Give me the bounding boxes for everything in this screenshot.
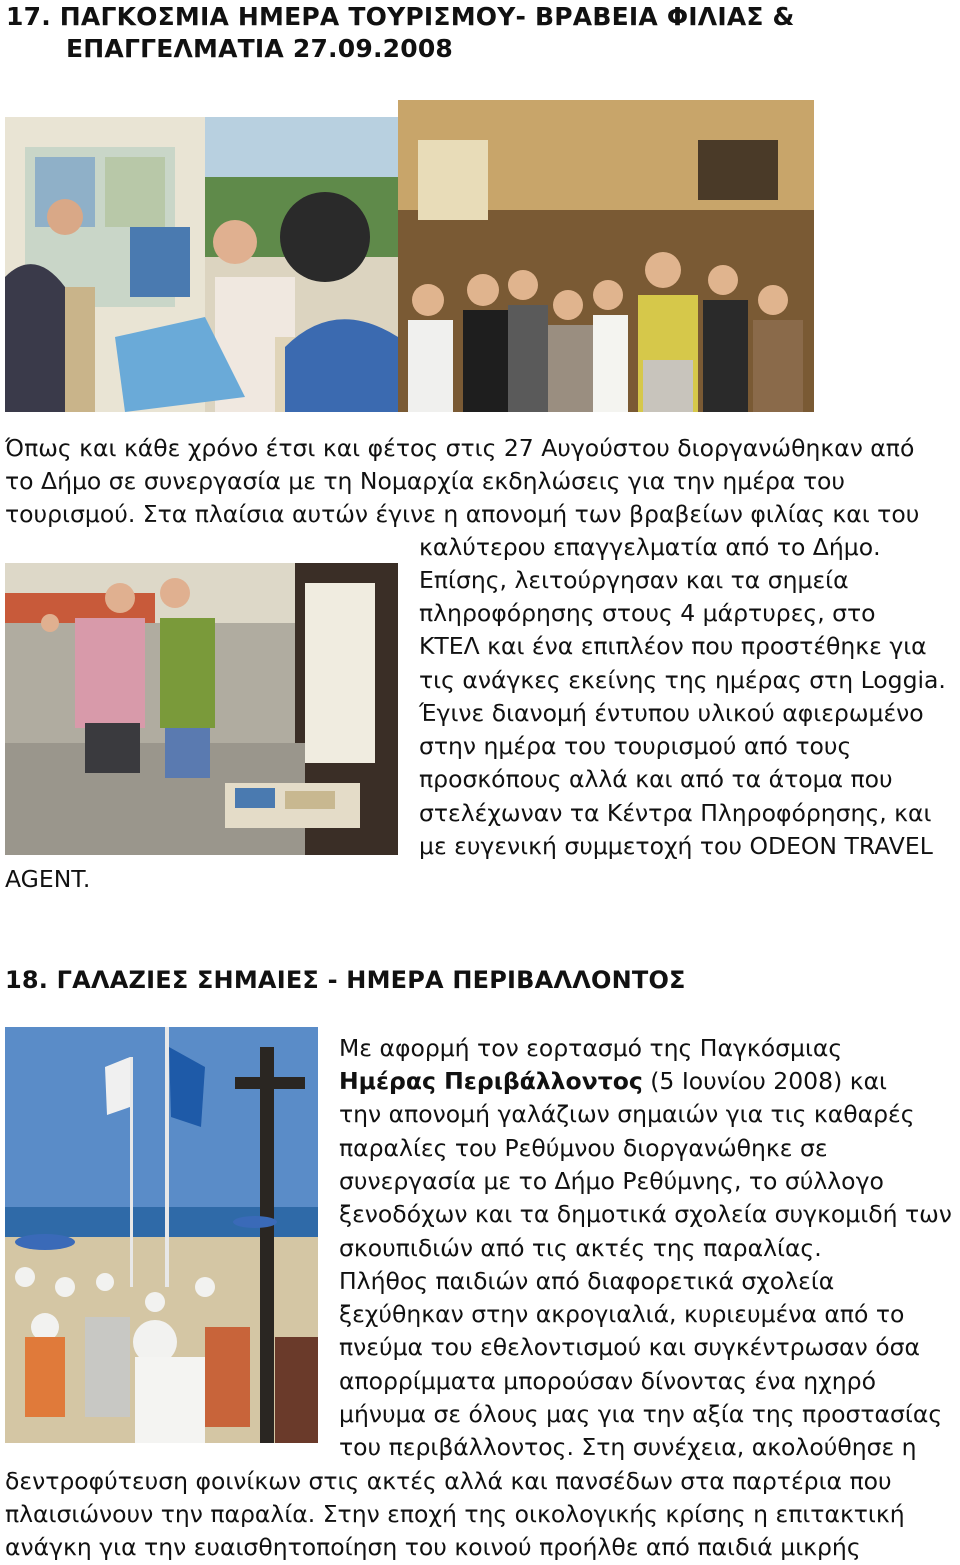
section-17-line-7: ΚΤΕΛ και ένα επιπλέον που προστέθηκε για	[419, 632, 927, 660]
section-17-line-12: στελέχωναν τα Κέντρα Πληροφόρησης, και	[419, 799, 932, 827]
section-18-line-5: συνεργασία με το Δήμο Ρεθύμνης, το σύλλογο	[339, 1167, 884, 1195]
section-17-line-8: τις ανάγκες εκείνης της ημέρας στη Loggia.	[419, 666, 946, 694]
section-18-line-9: ξεχύθηκαν στην ακρογιαλιά, κυριευμένα από το	[339, 1300, 905, 1328]
section-17-line-6: πληροφόρησης στους 4 μάρτυρες, στο	[419, 599, 876, 627]
section-17-line-14: AGENT.	[5, 865, 91, 893]
section-17-line-2: το Δήμο σε συνεργασία με τη Νομαρχία εκδηλώσεις για την ημέρα του	[5, 467, 845, 495]
section-17-line-4: καλύτερου επαγγελματία από το Δήμο.	[419, 533, 881, 561]
section-17-title-line-2: ΕΠΑΓΓΕΛΜΑΤΙΑ 27.09.2008	[66, 34, 454, 63]
section-18-line-1: Με αφορμή τον εορτασμό της Παγκόσμιας	[339, 1034, 843, 1062]
photo-beach-blue-flags	[5, 1027, 318, 1443]
section-18-line-14: δεντροφύτευση φοινίκων στις ακτές αλλά και πανσέδων στα παρτέρια που	[5, 1467, 892, 1495]
section-18-line-13: του περιβάλλοντος. Στη συνέχεια, ακολούθησε η	[339, 1433, 917, 1461]
section-18-line-2	[339, 1065, 887, 1098]
section-17-line-1: Όπως και κάθε χρόνο έτσι και φέτος στις 27 Αυγούστου διοργανώθηκαν από	[5, 434, 915, 462]
section-17-line-5: Επίσης, λειτούργησαν και τα σημεία	[419, 566, 849, 594]
section-18-line-10: πνεύμα του εθελοντισμού και συγκέντρωσαν όσα	[339, 1333, 920, 1361]
section-17-title-line-1: 17. ΠΑΓΚΟΣΜΙΑ ΗΜΕΡΑ ΤΟΥΡΙΣΜΟΥ- ΒΡΑΒΕΙΑ ΦΙΛΙΑΣ &	[6, 2, 795, 31]
bold-phrase-environment-day: Ημέρας Περιβάλλοντος	[339, 1067, 643, 1095]
section-18-line-6: ξενοδόχων και τα δημοτικά σχολεία συγκομιδή των	[339, 1200, 952, 1228]
section-17-line-3: τουρισμού. Στα πλαίσια αυτών έγινε η απονομή των βραβείων φιλίας και του	[5, 500, 920, 528]
section-18-line-12: μήνυμα σε όλους μας για την αξία της προστασίας	[339, 1400, 943, 1428]
section-18-line-4: παραλίες του Ρεθύμνου διοργανώθηκε σε	[339, 1134, 828, 1162]
photo-scouts-info-kiosk	[5, 117, 398, 412]
section-18-line-2-rest: (5 Ιουνίου 2008) και	[642, 1067, 888, 1095]
section-17-line-9: Έγινε διανομή έντυπου υλικού αφιερωμένο	[419, 699, 924, 727]
section-18-line-11: απορρίμματα μπορούσαν δίνοντας ένα ηχηρό	[339, 1367, 876, 1395]
section-18-line-3: την απονομή γαλάζιων σημαιών για τις καθαρές	[339, 1100, 915, 1128]
section-17-line-11: προσκόπους αλλά και από τα άτομα που	[419, 765, 893, 793]
section-18-title: 18. ΓΑΛΑΖΙΕΣ ΣΗΜΑΙΕΣ - ΗΜΕΡΑ ΠΕΡΙΒΑΛΛΟΝΤΟΣ	[5, 966, 686, 994]
section-18-line-15: πλαισιώνουν την παραλία. Στην εποχή της οικολογικής κρίσης η επιτακτική	[5, 1500, 905, 1528]
section-18-line-8: Πλήθος παιδιών από διαφορετικά σχολεία	[339, 1267, 835, 1295]
section-18-line-7: σκουπιδιών από τις ακτές της παραλίας.	[339, 1234, 822, 1262]
photo-info-stand-street	[5, 563, 398, 855]
section-18-line-16: ανάγκη για την ευαισθητοποίηση του κοινού προήλθε από παιδιά μικρής	[5, 1533, 861, 1561]
photo-award-group	[398, 100, 814, 412]
section-17-line-10: στην ημέρα του τουρισμού από τους	[419, 732, 852, 760]
section-17-line-13: με ευγενική συμμετοχή του ODEON TRAVEL	[419, 832, 933, 860]
